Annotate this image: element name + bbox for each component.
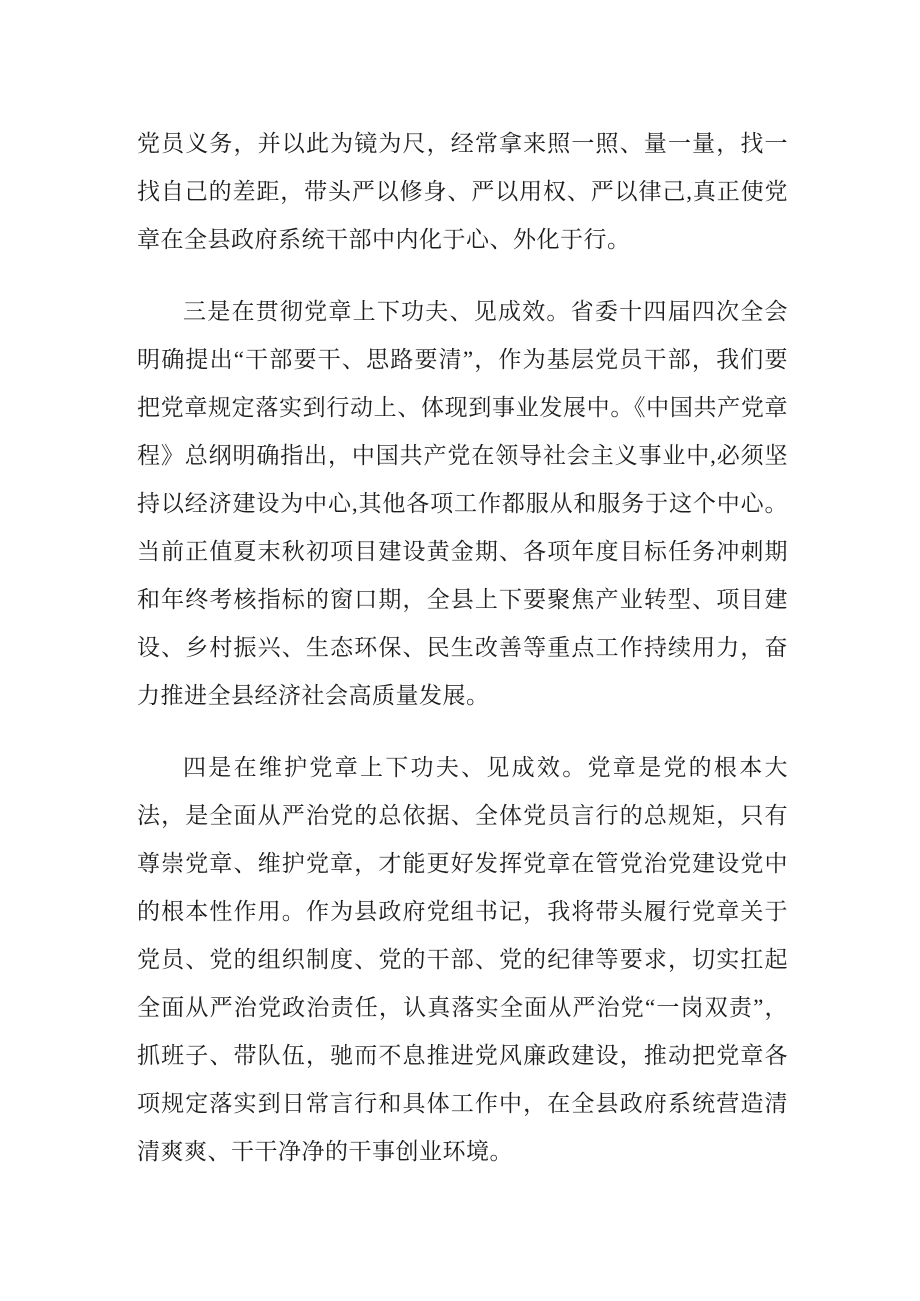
document-text-block	[137, 120, 788, 1200]
paragraph-continuation: 党员义务，并以此为镜为尺，经常拿来照一照、量一量，找一找自己的差距，带头严以修身、严以用权、严以律己,真正使党章在全县政府系统干部中内化于心、外化于行。	[137, 131, 788, 252]
paragraph-fourth-point: 四是在维护党章上下功夫、见成效。党章是党的根本大法，是全面从严治党的总依据、全体党员言行的总规矩，只有尊崇党章、维护党章，才能更好发挥党章在管党治党建设党中的根本性作用。作为县政府党组书记，我将带头履行党章关于党员、党的组织制度、党的干部、党的纪律等要求，切实扛起全面从严治党政治责任，认真落实全面从严治党“一岗双责”，抓班子、带队伍，驰而不息推进党风廉政建设，推动把党章各项规定落实到日常言行和具体工作中，在全县政府系统营造清清爽爽、干干净净的干事创业环境。	[137, 755, 788, 1164]
paragraph-third-point: 三是在贯彻党章上下功夫、见成效。省委十四届四次全会明确提出“干部要干、思路要清”，作为基层党员干部，我们要把党章规定落实到行动上、体现到事业发展中。《中国共产党章程》总纲明确指出，中国共产党在领导社会主义事业中,必须坚持以经济建设为中心,其他各项工作都服从和服务于这个中心。当前正值夏末秋初项目建设黄金期、各项年度目标任务冲刺期和年终考核指标的窗口期，全县上下要聚焦产业转型、项目建设、乡村振兴、生态环保、民生改善等重点工作持续用力，奋力推进全县经济社会高质量发展。	[137, 299, 788, 708]
